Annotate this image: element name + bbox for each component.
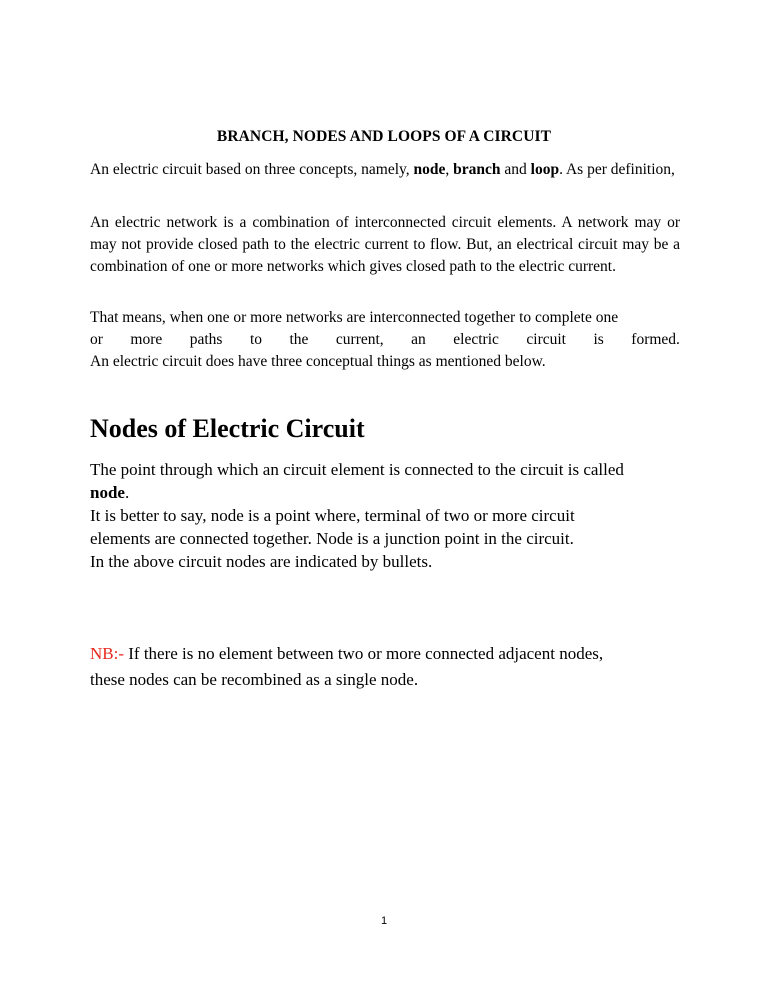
paragraph-line [90,458,690,481]
justified-word: formed. [631,331,680,348]
justified-word: an [411,331,426,348]
paragraph-line: An electric circuit does have three conceptual things as mentioned below. [90,353,546,370]
justified-word: to [249,331,263,348]
node-definition [90,458,690,573]
text-run: and [500,161,531,178]
term-loop: loop [530,161,560,178]
term-node-bold: node [90,483,125,502]
note-block [90,641,690,693]
paragraph-line [90,481,690,504]
justified-word: electric [453,331,499,348]
text-run: , [445,161,454,178]
page-number: 1 [380,915,388,927]
justified-word: circuit [526,331,566,348]
justified-line [90,329,680,351]
term-branch: branch [453,161,501,178]
intro-paragraph-2: An electric network is a combination of interconnected circuit elements. A network may or may not provide closed path to the electric current to flow. But, an electrical circuit may be a combination of one or more networks which gives closed path to the electric current. [90,214,680,275]
text-run: . As per definition, [559,161,675,178]
paragraph-line: It is better to say, node is a point where, terminal of two or more circuit [90,506,575,525]
section-heading: Nodes of Electric Circuit [90,414,365,443]
justified-word: more [130,331,163,348]
note-label: NB:- [90,644,124,663]
intro-paragraph-1 [90,159,680,181]
text-run: The point through which an circuit element is connected to the circuit is called [90,460,624,479]
document-title: BRANCH, NODES AND LOOPS OF A CIRCUIT [216,128,552,145]
paragraph-line [90,641,690,667]
term-node: node [413,161,446,178]
text-run: . [124,483,130,502]
paragraph-line [90,307,680,329]
text-run: That means, when one or more networks are interconnected together to complete one [90,309,619,326]
justified-word: is [593,331,604,348]
justified-word: the [289,331,309,348]
text-run: If there is no element between two or more connected adjacent nodes, [124,644,604,663]
justified-word: current, [335,331,384,348]
justified-word: paths [189,331,223,348]
justified-word: or [90,331,103,348]
paragraph-line: In the above circuit nodes are indicated by bullets. [90,552,433,571]
text-run: An electric circuit based on three concepts, namely, [90,161,414,178]
paragraph-line: these nodes can be recombined as a single node. [90,670,419,689]
paragraph-line: elements are connected together. Node is a junction point in the circuit. [90,529,574,548]
intro-paragraph-3 [90,307,680,373]
